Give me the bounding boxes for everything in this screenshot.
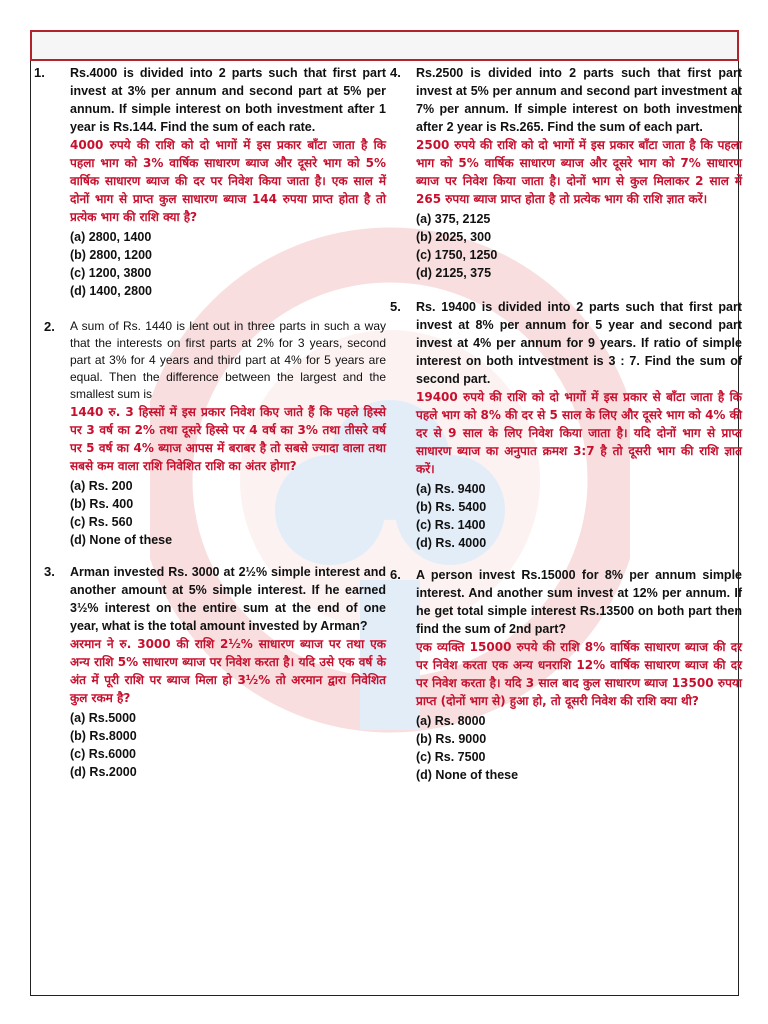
option: (d) Rs. 4000 xyxy=(416,536,487,550)
option: (a) 375, 2125 xyxy=(416,212,491,226)
option: (a) Rs. 9400 xyxy=(416,482,486,496)
option: (c) 1750, 1250 xyxy=(416,248,498,262)
question-text-hindi: अरमान ने रु. 3000 की राशि 2½% साधारण ब्याज पर तथा एक अन्य राशि 5% साधारण ब्याज पर निवेश करता है। यदि उसे एक वर्ष के अंत में पूरी राशि पर ब्याज मिला हो 3½% तो अरमान द्वारा निवेशित कुल रकम है? xyxy=(70,637,386,705)
option: (d) Rs.2000 xyxy=(70,765,137,779)
left-column xyxy=(34,62,386,781)
option: (b) Rs. 400 xyxy=(70,497,134,511)
option: (d) 2125, 375 xyxy=(416,266,492,280)
option: (c) Rs. 1400 xyxy=(416,518,486,532)
question-text: Rs. 19400 is divided into 2 parts such that first part invest at 8% per annum for 5 year and second part invest at 4% per annum for 9 years. If ratio of simple interest on both intvestment is 3 : 7. Find the sum of second part. xyxy=(416,300,742,386)
question-text: Rs.4000 is divided into 2 parts such that first part invest at 3% per annum and second part at 5% per annum. If simple interest on both investment after 1 year is Rs.144. Find the sum of each rate. xyxy=(70,66,386,134)
question-number: 5. xyxy=(390,299,401,314)
option: (c) 1200, 3800 xyxy=(70,266,152,280)
question-text-hindi: 4000 रुपये की राशि को दो भागों में इस प्रकार बाँटा जाता है कि पहला भाग को 3% वार्षिक साधारण ब्याज और दूसरे भाग को 5% वार्षिक साधारण ब्याज की दर पर निवेश किया जाता है। एक साल में दोनों भाग से प्राप्त कुल साधारण ब्याज 144 रुपया प्राप्त होता है तो प्रत्येक भाग की राशि क्या है? xyxy=(70,138,386,224)
options-list xyxy=(70,477,386,549)
question-text-hindi: 2500 रुपये की राशि को दो भागों में इस प्रकार बाँटा जाता है कि पहला भाग को 5% वार्षिक साधारण ब्याज और दूसरे भाग को 7% साधारण ब्याज पर निवेश किया जाता है। दोनों भाग से कुल मिलाकर 2 साल में 265 रुपया ब्याज प्राप्त होता है तो प्रत्येक भाग की राशि ज्ञात करें। xyxy=(416,138,742,206)
option: (d) None of these xyxy=(70,533,173,547)
question-number: 4. xyxy=(390,65,401,80)
options-list xyxy=(70,709,386,781)
question-3 xyxy=(34,563,386,781)
question-number: 6. xyxy=(390,567,401,582)
option: (a) Rs. 200 xyxy=(70,479,133,493)
header-bar xyxy=(30,30,739,61)
option: (b) 2800, 1200 xyxy=(70,248,152,262)
option: (b) Rs. 5400 xyxy=(416,500,487,514)
option: (b) Rs. 9000 xyxy=(416,732,487,746)
question-2 xyxy=(34,318,386,549)
question-number: 1. xyxy=(34,65,45,80)
question-1 xyxy=(34,64,386,300)
option: (d) 1400, 2800 xyxy=(70,284,152,298)
question-text-hindi: 1440 रु. 3 हिस्सों में इस प्रकार निवेश किए जाते हैं कि पहले हिस्से पर 3 वर्ष का 2% तथा दूसरे हिस्से पर 4 वर्ष का 3% तथा तीसरे वर्ष पर 5 वर्ष का 4% ब्याज आपस में बराबर है तो सबसे ज्यादा वाला तथा सबसे कम वाला राशि निवेशित राशि का अंतर होगा? xyxy=(70,405,386,473)
question-text: Rs.2500 is divided into 2 parts such that first part invest at 5% per annum and second part investment at 7% per annum. If simple interest on both investment after 2 year is Rs.265. Find the sum of each part. xyxy=(416,66,742,134)
option: (c) Rs. 560 xyxy=(70,515,133,529)
option: (d) None of these xyxy=(416,768,519,782)
question-number: 2. xyxy=(44,319,55,334)
option: (a) 2800, 1400 xyxy=(70,230,152,244)
question-text-hindi: 19400 रुपये की राशि को दो भागों में इस प्रकार से बाँटा जाता है कि पहले भाग को 8% की दर से 5 साल के लिए और दूसरे भाग को 4% की दर से 9 साल के लिए निवेश किया जाता है। यदि दोनों भाग से प्राप्त साधारण ब्याज का अनुपात क्रमश 3:7 है तो दूसरी भाग की राशि ज्ञात करें। xyxy=(416,390,742,476)
question-4 xyxy=(390,64,742,282)
options-list xyxy=(416,712,742,784)
question-number: 3. xyxy=(44,564,55,579)
right-column xyxy=(390,62,742,784)
question-text-hindi: एक व्यक्ति 15000 रुपये की राशि 8% वार्षिक साधारण ब्याज की दर पर निवेश करता एक अन्य धनराशि 12% वार्षिक साधारण ब्याज की दर पर निवेश करता है। यदि 3 साल बाद कुल साधारण ब्याज 13500 रुपया प्राप्त (दोनों भाग से) हुआ हो, तो दूसरी निवेश की राशि क्या थी? xyxy=(416,640,742,708)
options-list xyxy=(70,228,386,300)
question-text: A person invest Rs.15000 for 8% per annum simple interest. And another sum invest at 12% per annum. If he get total simple interest Rs.13500 on both part then find the sum of 2nd part? xyxy=(416,568,742,636)
question-5 xyxy=(390,298,742,552)
options-list xyxy=(416,480,742,552)
question-text: A sum of Rs. 1440 is lent out in three parts in such a way that the interests on first parts at 2% for 3 years, second part at 3% for 4 years and third part at 4% for 5 years are equal. Then the difference between the largest and the smallest sum is xyxy=(70,319,386,401)
option: (a) Rs.5000 xyxy=(70,711,137,725)
option: (c) Rs. 7500 xyxy=(416,750,486,764)
question-text: Arman invested Rs. 3000 at 2½% simple interest and another amount at 5% simple interest. If he earned 3½% interest on the entire sum at the end of one year, what is the total amount invested by Arman? xyxy=(70,565,386,633)
option: (a) Rs. 8000 xyxy=(416,714,486,728)
options-list xyxy=(416,210,742,282)
option: (b) Rs.8000 xyxy=(70,729,137,743)
option: (c) Rs.6000 xyxy=(70,747,137,761)
option: (b) 2025, 300 xyxy=(416,230,492,244)
question-6 xyxy=(390,566,742,784)
